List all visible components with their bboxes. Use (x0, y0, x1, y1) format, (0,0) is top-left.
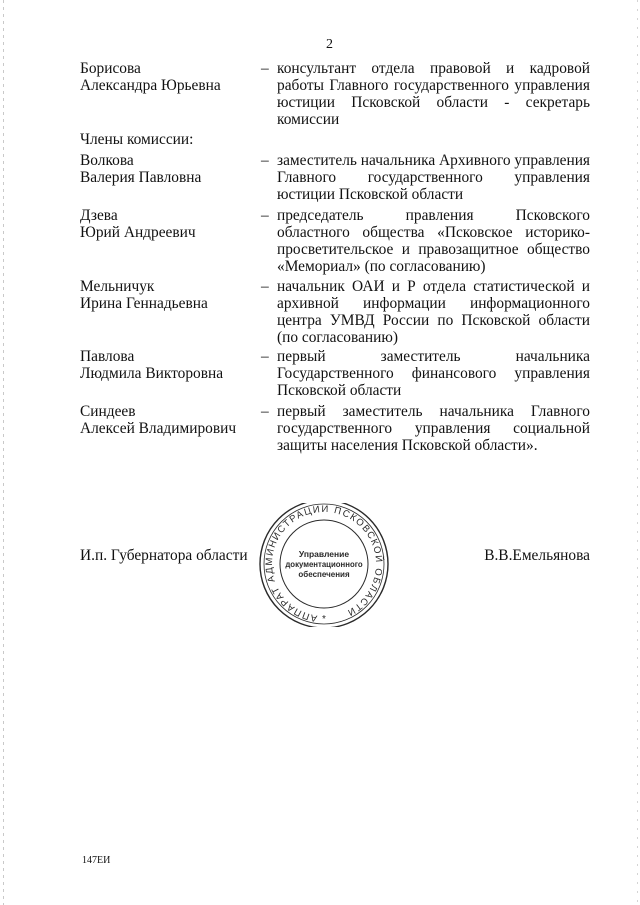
page-number: 2 (326, 37, 333, 52)
member-given-names: Алексей Владимирович (80, 420, 237, 437)
member-surname: Синдеев (80, 403, 136, 420)
member-given-names: Юрий Андреевич (80, 224, 196, 241)
seal-ring-text-path: АППАРАТ АДМИНИСТРАЦИИ ПСКОВСКОЙ ОБЛАСТИ (263, 503, 385, 624)
entry-dash: – (261, 207, 269, 224)
member-description: заместитель начальника Архивного управления Главного государственного управления юстиции Псковской области (277, 152, 591, 203)
secretary-given-names: Александра Юрьевна (80, 77, 221, 94)
secretary-name (80, 60, 255, 94)
member-given-names: Людмила Викторовна (80, 365, 224, 382)
seal-center-line2: документационного (285, 560, 363, 569)
member-description: первый заместитель начальника Главного государственного управления социальной защиты населения Псковской области». (277, 403, 590, 454)
member-surname: Дзева (80, 207, 118, 224)
member-given-names: Ирина Геннадьевна (80, 295, 208, 312)
member-given-names: Валерия Павловна (80, 169, 202, 186)
entry-dash: – (261, 278, 269, 295)
member-description: первый заместитель начальника Государственного финансового управления Псковской области (277, 348, 590, 399)
secretary-description: консультант отдела правовой и кадровой работы Главного государственного управления юстиции Псковской области - секретарь комиссии (277, 60, 590, 128)
seal-center-line3: обеспечения (298, 570, 350, 579)
member-surname: Павлова (80, 348, 135, 365)
member-description: начальник ОАИ и Р отдела статистической и архивной информации информационного центра УМВД России по Псковской области (по согласованию) (277, 278, 590, 346)
member-description: председатель правления Псковского областного общества «Псковское историко-просветительское и правозащитное общество «Мемориал» (по согласованию) (277, 207, 590, 275)
document-code: 147ЕИ (82, 855, 111, 866)
entry-dash: – (261, 60, 269, 77)
member-surname: Мельничук (80, 278, 155, 295)
page-edge-left (3, 0, 4, 905)
member-name (80, 403, 255, 437)
entry-dash: – (261, 403, 269, 420)
member-name (80, 152, 255, 186)
member-surname: Волкова (80, 152, 134, 169)
official-seal (254, 503, 394, 627)
signature-title: И.п. Губернатора области (80, 547, 248, 564)
member-name (80, 207, 255, 241)
page-edge-right (637, 0, 638, 905)
members-label: Члены комиссии: (80, 131, 194, 148)
member-name (80, 278, 255, 312)
entry-dash: – (261, 152, 269, 169)
member-name (80, 348, 255, 382)
entry-dash: – (261, 348, 269, 365)
seal-center-line1: Управление (298, 549, 350, 559)
signature-name: В.В.Емельянова (484, 547, 590, 564)
seal-star: * (322, 614, 326, 625)
secretary-surname: Борисова (80, 60, 141, 77)
